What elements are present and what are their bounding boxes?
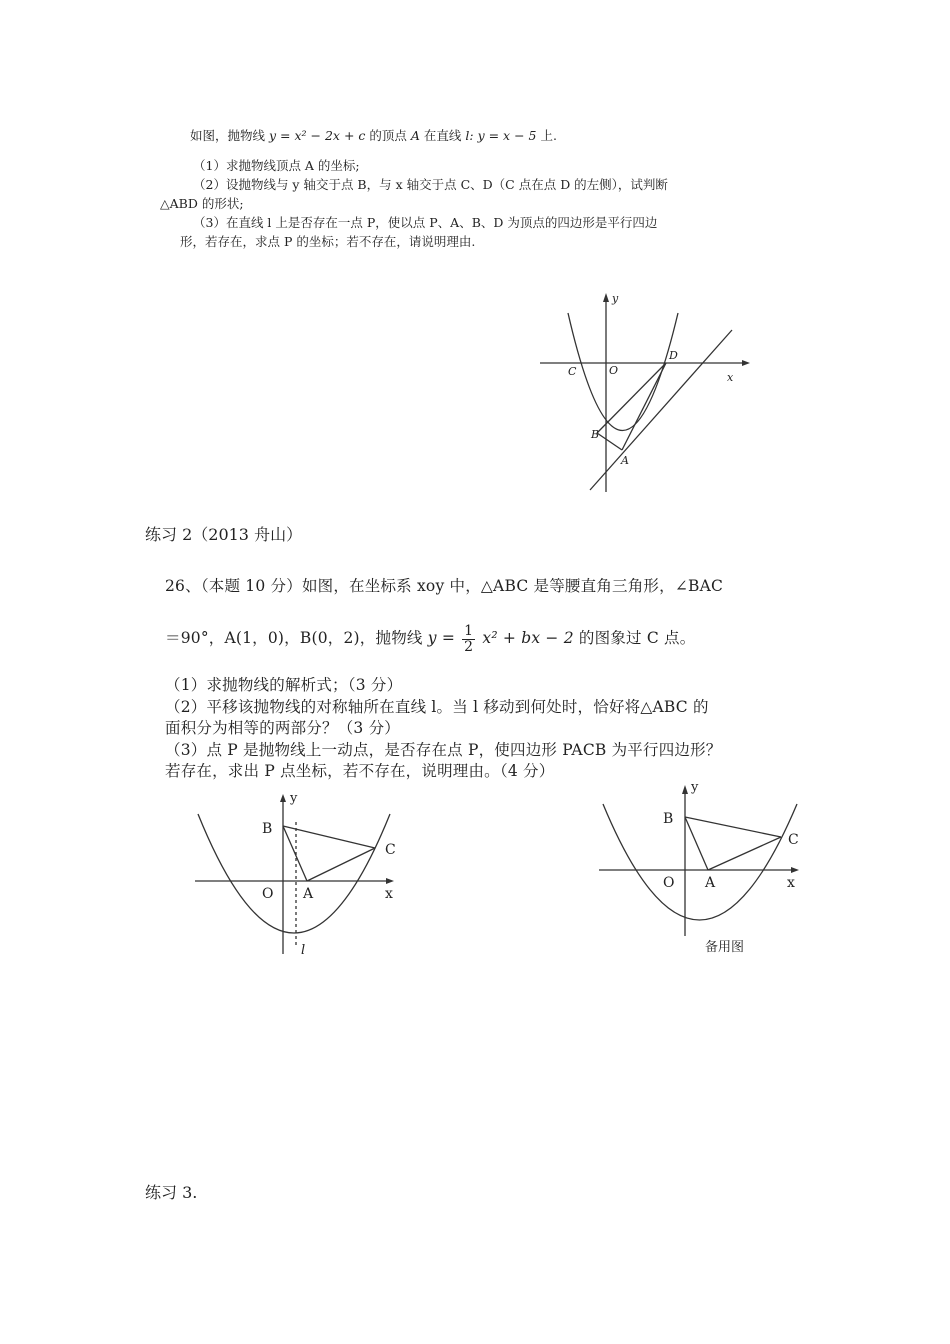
y-axis-arrow — [682, 785, 688, 794]
label-C: C — [568, 365, 577, 378]
exercise2-heading: 练习 2（2013 舟山） — [145, 525, 303, 544]
intro-prefix: 如图，抛物线 — [190, 128, 266, 143]
y-axis-arrow — [280, 794, 286, 802]
label-C: C — [788, 832, 799, 848]
fraction-numerator: 1 — [464, 623, 474, 639]
problem2-figure-left — [190, 782, 410, 960]
fraction-denominator: 2 — [464, 639, 474, 655]
problem2-line1: 26、（本题 10 分）如图，在坐标系 xoy 中，△ABC 是等腰直角三角形，∠BAC — [165, 577, 724, 595]
y-axis-arrow — [603, 293, 609, 302]
line-l — [590, 330, 732, 490]
equation-rhs: x² + bx − 2 — [482, 629, 574, 647]
label-O: O — [663, 875, 675, 891]
parabola-equation: y = x² − 2x + c — [269, 128, 366, 143]
intro-mid2: 在直线 — [423, 128, 462, 143]
label-A: A — [303, 886, 314, 902]
line-equation: l: y = x − 5 — [465, 128, 537, 143]
segment-BD — [597, 363, 666, 433]
problem2-question3-line1: （3）点 P 是抛物线上一动点，是否存在点 P，使四边形 PACB 为平行四边形？ — [165, 741, 722, 759]
label-B: B — [663, 811, 674, 827]
segment-BC — [283, 826, 375, 848]
label-l: l — [301, 943, 306, 958]
label-x: x — [385, 886, 393, 902]
problem2-line2 — [165, 624, 695, 654]
label-C: C — [385, 842, 396, 858]
intro-suffix: 上. — [540, 128, 557, 143]
label-B: B — [591, 428, 600, 441]
label-O: O — [609, 364, 619, 377]
parabola — [603, 804, 797, 920]
problem1-figure — [520, 280, 780, 500]
problem2-question1: （1）求抛物线的解析式；（3 分） — [165, 676, 403, 694]
label-x: x — [787, 875, 795, 891]
label-y: y — [612, 292, 619, 305]
vertex-label: A — [410, 128, 420, 143]
problem1-question2-line1: （2）设抛物线与 y 轴交于点 B，与 x 轴交于点 C、D（C 点在点 D 的左侧），试判断 — [193, 177, 668, 192]
segment-BA — [685, 817, 708, 870]
problem2-figure-right — [595, 776, 810, 960]
line2-suffix: 的图象过 C 点。 — [578, 629, 696, 647]
segment-AD — [622, 363, 666, 450]
segment-BA — [597, 433, 622, 450]
x-axis-arrow — [386, 878, 394, 884]
label-B: B — [262, 821, 273, 837]
line2-prefix: ＝90°，A(1，0)，B(0，2)，抛物线 — [165, 629, 423, 647]
fraction-one-half — [462, 624, 475, 654]
label-x: x — [727, 371, 734, 384]
backup-figure-caption: 备用图 — [705, 940, 745, 955]
problem1-question3-line1: （3）在直线 l 上是否存在一点 P，使以点 P、A、B、D 为顶点的四边形是平行四边 — [193, 215, 658, 230]
label-D: D — [669, 349, 678, 362]
segment-BC — [685, 817, 781, 837]
x-axis-arrow — [742, 360, 750, 366]
problem1-intro — [190, 126, 557, 144]
label-A: A — [705, 875, 716, 891]
label-A: A — [621, 454, 629, 467]
parabola — [198, 814, 390, 933]
problem1-question2-line2: △ABD 的形状; — [160, 196, 244, 211]
problem1-question3-line2: 形，若存在，求点 P 的坐标；若不存在，请说明理由. — [180, 234, 476, 249]
label-y: y — [691, 780, 699, 795]
problem1-question1: （1）求抛物线顶点 A 的坐标; — [193, 158, 360, 173]
segment-AC — [708, 837, 781, 870]
label-y: y — [290, 791, 298, 806]
segment-AC — [307, 848, 375, 881]
intro-mid: 的顶点 — [369, 128, 407, 143]
segment-BA — [283, 826, 307, 881]
problem2-question3-line2: 若存在，求出 P 点坐标，若不存在，说明理由。（4 分） — [165, 762, 555, 780]
equation-lhs: y = — [427, 629, 456, 647]
x-axis-arrow — [791, 867, 799, 873]
problem2-question2-line1: （2）平移该抛物线的对称轴所在直线 l。当 l 移动到何处时，恰好将△ABC 的 — [165, 698, 709, 716]
label-O: O — [262, 886, 274, 902]
exercise3-heading: 练习 3. — [145, 1183, 198, 1202]
problem2-question2-line2: 面积分为相等的两部分？（3 分） — [165, 719, 400, 737]
